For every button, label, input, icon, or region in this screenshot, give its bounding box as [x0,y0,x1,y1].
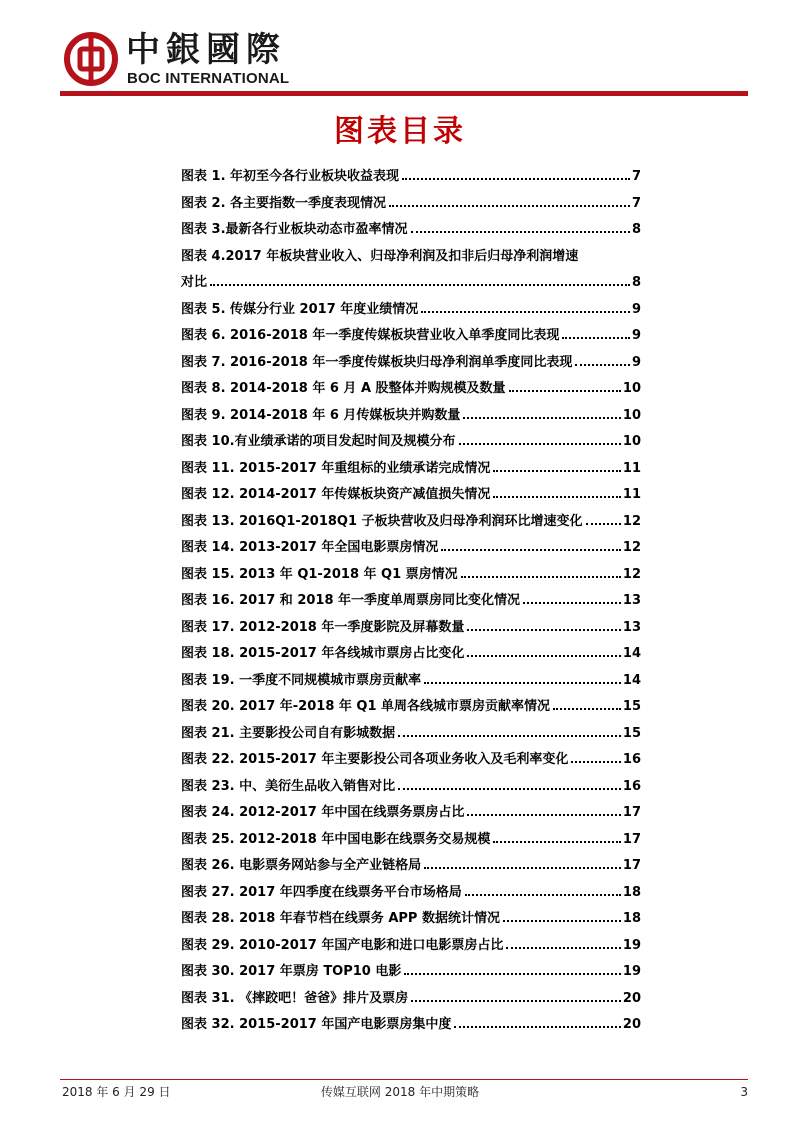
toc-entry[interactable] [181,588,641,615]
toc-leader-dots [461,576,621,578]
toc-entry[interactable] [181,482,641,509]
toc-leader-dots [210,284,630,286]
toc-entry-label: 图表 25. 2012-2018 年中国电影在线票务交易规模 [181,831,491,847]
brand-name-chinese: 中銀國際 [126,30,286,70]
toc-entry-label: 图表 9. 2014-2018 年 6 月传媒板块并购数量 [181,407,461,423]
toc-leader-dots [586,523,621,525]
toc-page-number: 14 [622,672,641,688]
toc-leader-dots [402,178,630,180]
toc-leader-dots [404,973,621,975]
toc-entry[interactable] [181,906,641,933]
toc-entry[interactable] [181,323,641,350]
toc-entry[interactable] [181,827,641,854]
toc-entry[interactable] [181,244,641,297]
toc-page-number: 8 [631,222,641,237]
footer-divider [60,1079,748,1080]
toc-entry[interactable] [181,853,641,880]
toc-entry-label: 图表 16. 2017 和 2018 年一季度单周票房同比变化情况 [181,593,521,608]
toc-entry-label: 图表 4.2017 年板块营业收入、归母净利润及扣非后归母净利润增速 [181,248,579,264]
toc-page-number: 7 [631,169,641,184]
toc-page-number: 17 [622,831,641,847]
toc-entry-label: 图表 18. 2015-2017 年各线城市票房占比变化 [181,646,465,661]
toc-page-number: 16 [622,778,641,794]
toc-entry[interactable] [181,191,641,218]
toc-entry-label: 图表 11. 2015-2017 年重组标的业绩承诺完成情况 [181,460,491,476]
toc-entry-label: 图表 19. 一季度不同规模城市票房贡献率 [181,672,422,688]
toc-page-number: 19 [622,937,641,953]
toc-entry-label: 图表 17. 2012-2018 年一季度影院及屏幕数量 [181,619,465,635]
toc-entry[interactable] [181,403,641,430]
toc-entry-label: 图表 1. 年初至今各行业板块收益表现 [181,169,400,184]
toc-leader-dots [389,205,630,207]
toc-leader-dots [562,337,630,339]
boc-logo-icon [64,32,118,86]
footer-date: 2018 年 6 月 29 日 [62,1085,171,1099]
toc-leader-dots [424,867,621,869]
toc-leader-dots [575,364,630,366]
toc-leader-dots [465,894,621,896]
toc-leader-dots [493,470,621,472]
toc-page-number: 17 [622,858,641,873]
toc-leader-dots [493,496,621,498]
toc-page-number: 9 [631,328,641,343]
toc-entry-label: 图表 6. 2016-2018 年一季度传媒板块营业收入单季度同比表现 [181,328,560,343]
toc-entry[interactable] [181,1012,641,1039]
toc-page-number: 20 [622,1017,641,1032]
toc-entry[interactable] [181,641,641,668]
toc-entry-label: 图表 15. 2013 年 Q1-2018 年 Q1 票房情况 [181,566,458,582]
toc-entry[interactable] [181,615,641,642]
toc-entry[interactable] [181,535,641,562]
toc-page-number: 18 [622,884,641,900]
toc-leader-dots [454,1026,621,1028]
toc-leader-dots [459,443,621,445]
toc-leader-dots [411,231,630,233]
toc-page-number: 12 [622,540,641,555]
toc-entry-label: 图表 5. 传媒分行业 2017 年度业绩情况 [181,301,419,317]
table-of-contents [181,164,641,1039]
toc-page-number: 13 [622,593,641,608]
toc-entry[interactable] [181,880,641,907]
toc-entry-label: 图表 22. 2015-2017 年主要影投公司各项业务收入及毛利率变化 [181,752,569,767]
toc-leader-dots [493,841,621,843]
toc-page-number: 17 [622,805,641,820]
toc-page-number: 9 [631,301,641,317]
toc-entry[interactable] [181,747,641,774]
toc-entry-label: 图表 31. 《摔跤吧！爸爸》排片及票房 [181,990,409,1006]
toc-entry-label: 图表 26. 电影票务网站参与全产业链格局 [181,858,422,873]
toc-entry[interactable] [181,959,641,986]
toc-page-number: 11 [622,487,641,502]
toc-page-number: 9 [631,354,641,370]
toc-page-number: 10 [622,434,641,449]
toc-page-number: 13 [622,619,641,635]
toc-leader-dots [398,735,621,737]
toc-entry-label: 图表 27. 2017 年四季度在线票务平台市场格局 [181,884,462,900]
toc-entry[interactable] [181,668,641,695]
toc-leader-dots [424,682,621,684]
toc-page-number: 11 [622,460,641,476]
toc-entry[interactable] [181,164,641,191]
toc-page-number: 20 [622,990,641,1006]
toc-entry-label: 图表 3.最新各行业板块动态市盈率情况 [181,222,408,237]
toc-entry-label: 图表 7. 2016-2018 年一季度传媒板块归母净利润单季度同比表现 [181,354,573,370]
toc-leader-dots [467,629,621,631]
brand-name-english: BOC INTERNATIONAL [127,70,290,87]
toc-entry[interactable] [181,297,641,324]
toc-page-number: 8 [631,275,641,290]
header-divider [60,91,748,96]
toc-entry-label: 图表 32. 2015-2017 年国产电影票房集中度 [181,1017,452,1032]
toc-entry-label: 图表 10.有业绩承诺的项目发起时间及规模分布 [181,434,456,449]
toc-entry[interactable] [181,721,641,748]
toc-page-number: 10 [622,381,641,396]
toc-entry-label: 图表 8. 2014-2018 年 6 月 A 股整体并购规模及数量 [181,381,506,396]
toc-entry[interactable] [181,694,641,721]
footer-report-title: 传媒互联网 2018 年中期策略 [320,1085,480,1099]
toc-entry-label: 图表 24. 2012-2017 年中国在线票务票房占比 [181,805,465,820]
toc-leader-dots [441,549,621,551]
toc-entry-label: 图表 28. 2018 年春节档在线票务 APP 数据统计情况 [181,911,500,926]
toc-page-number: 16 [622,752,641,767]
toc-leader-dots [398,788,621,790]
toc-entry[interactable] [181,350,641,377]
toc-entry[interactable] [181,986,641,1013]
toc-entry-label: 图表 30. 2017 年票房 TOP10 电影 [181,964,402,979]
toc-entry[interactable] [181,456,641,483]
toc-page-number: 7 [631,195,641,211]
toc-entry-label: 图表 2. 各主要指数一季度表现情况 [181,195,387,211]
page-title: 图表目录 [334,114,466,149]
toc-entry-label: 图表 20. 2017 年-2018 年 Q1 单周各线城市票房贡献率情况 [181,699,551,714]
toc-entry[interactable] [181,509,641,536]
toc-entry-label-continued: 对比 [181,275,208,290]
toc-entry-label: 图表 12. 2014-2017 年传媒板块资产减值损失情况 [181,487,491,502]
toc-page-number: 10 [622,407,641,423]
toc-leader-dots [523,602,621,604]
toc-entry[interactable] [181,562,641,589]
toc-leader-dots [509,390,621,392]
toc-entry[interactable] [181,800,641,827]
toc-leader-dots [503,920,621,922]
toc-page-number: 15 [622,725,641,741]
footer-page-number: 3 [740,1085,748,1099]
toc-entry[interactable] [181,376,641,403]
toc-entry-label: 图表 23. 中、美衍生品收入销售对比 [181,778,396,794]
toc-entry-label: 图表 29. 2010-2017 年国产电影和进口电影票房占比 [181,937,504,953]
toc-leader-dots [421,311,630,313]
toc-page-number: 12 [622,566,641,582]
toc-page-number: 12 [622,513,641,529]
toc-leader-dots [463,417,620,419]
toc-page-number: 19 [622,964,641,979]
toc-leader-dots [553,708,621,710]
toc-page-number: 18 [622,911,641,926]
toc-entry[interactable] [181,429,641,456]
toc-leader-dots [506,947,621,949]
toc-page-number: 14 [622,646,641,661]
toc-entry-label: 图表 21. 主要影投公司自有影城数据 [181,725,396,741]
toc-entry[interactable] [181,774,641,801]
toc-entry-label: 图表 14. 2013-2017 年全国电影票房情况 [181,540,439,555]
toc-entry[interactable] [181,933,641,960]
toc-leader-dots [411,1000,621,1002]
toc-leader-dots [571,761,621,763]
toc-leader-dots [467,655,621,657]
toc-entry-label: 图表 13. 2016Q1-2018Q1 子板块营收及归母净利润环比增速变化 [181,513,583,529]
toc-entry[interactable] [181,217,641,244]
toc-leader-dots [467,814,621,816]
toc-page-number: 15 [622,699,641,714]
